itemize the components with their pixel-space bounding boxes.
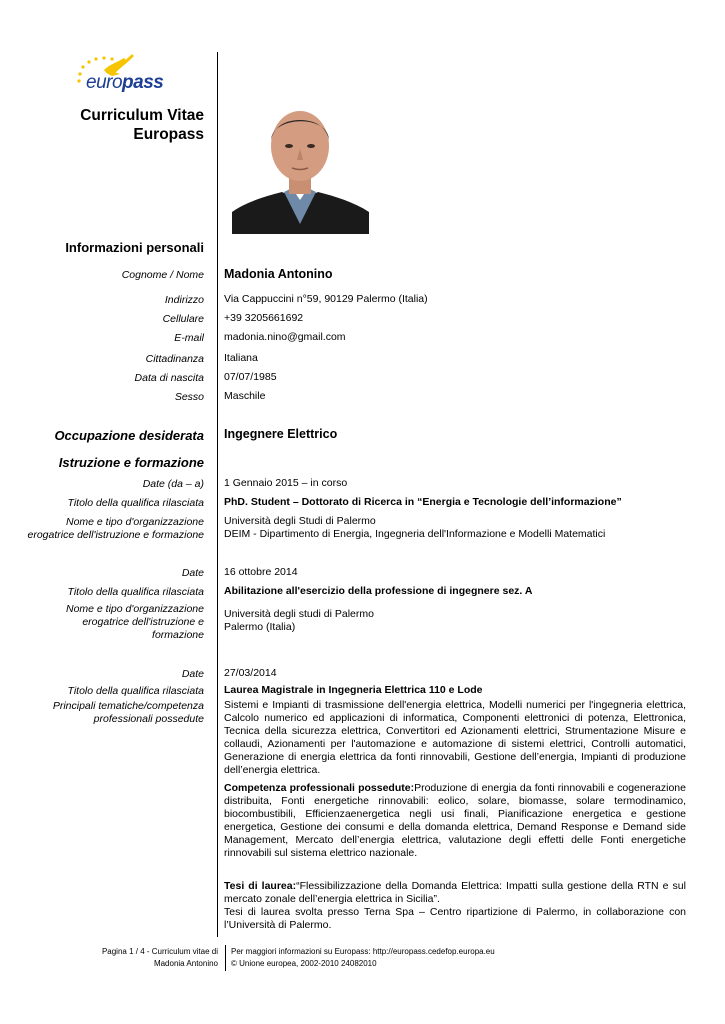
column-divider (217, 52, 218, 937)
email-label: E-mail (174, 332, 204, 344)
edu2-date-label: Date (181, 567, 204, 579)
occupation-value: Ingegnere Elettrico (224, 427, 338, 441)
europass-logo (74, 52, 164, 96)
edu3-date-value: 27/03/2014 (224, 667, 277, 679)
edu2-qual-value: Abilitazione all'esercizio della professione di ingegnere sez. A (224, 585, 533, 597)
section-personal-info: Informazioni personali (65, 240, 204, 255)
document-title: Curriculum Vitae Europass (80, 107, 204, 143)
address-label: Indirizzo (164, 294, 204, 306)
profile-photo (232, 104, 369, 234)
edu2-org-label: Nome e tipo d'organizzazione erogatrice dell'istruzione e formazione (65, 603, 204, 641)
edu2-org-value: Università degli studi di Palermo Palermo (Italia) (224, 608, 374, 633)
section-education: Istruzione e formazione (58, 455, 204, 470)
birth-label: Data di nascita (134, 372, 204, 384)
edu1-date-value: 1 Gennaio 2015 – in corso (224, 477, 348, 489)
competence-heading: Competenza professionali possedute: (224, 782, 415, 794)
competence-text: Produzione di energia da fonti rinnovabili e cogenerazione distribuita, Fonti energetiche rinnovabili: eolico, solare, biomasse, solare termodinamico, biocombustibili, Efficienzaenergetica negli usi finali, Pianificazione energetica e gestione energetica, Gestione dei consumi e della domanda elettrica, Demand Response e Demand side Management, Mercato dell’energia elettrica, valutazione degli effetti delle Fonti energetiche rinnovabili sul sistema elettrico nazionale. (224, 782, 686, 859)
edu1-qual-label: Titolo della qualifica rilasciata (67, 497, 204, 509)
footer-copyright: © Unione europea, 2002-2010 24082010 (231, 959, 377, 968)
edu3-subjects-text: Sistemi e Impianti di trasmissione dell'energia elettrica, Modelli numerici per l'ingegneria elettrica, Calcolo numerico ed applicazioni di informatica, Componenti elettronici di potenza, Elettronica, Tecnica della sicurezza elettrica, Convertitori ed Azionamenti elettrici, Strumentazione Misure e collaudi, Azionamenti per l'automazione e automazione di sistemi elettrici, Controlli automatici, Generazione di energia elettrica da fonti rinnovabili, Gestione dell’energia, Impianti di produzione dell’energia elettrica. (224, 699, 686, 776)
phone-label: Cellulare (162, 313, 204, 325)
footer-europass-info (231, 946, 611, 970)
address-value: Via Cappuccini n°59, 90129 Palermo (Italia) (224, 293, 428, 305)
occupation-label: Occupazione desiderata (54, 428, 204, 443)
name-value: Madonia Antonino (224, 267, 333, 281)
edu2-date-value: 16 ottobre 2014 (224, 566, 298, 578)
thesis-heading: Tesi di laurea: (224, 880, 297, 892)
europass-wordmark: europass (86, 72, 164, 93)
phone-value: +39 3205661692 (224, 312, 304, 324)
edu1-qual-value: PhD. Student – Dottorato di Ricerca in “Energia e Tecnologie dell’informazione” (224, 496, 622, 508)
sex-value: Maschile (224, 390, 266, 402)
name-label: Cognome / Nome (121, 269, 204, 281)
citizenship-value: Italiana (224, 352, 258, 364)
sex-label: Sesso (174, 391, 204, 403)
edu3-competence-paragraph (224, 782, 686, 860)
citizenship-label: Cittadinanza (145, 353, 204, 365)
edu1-date-label: Date (da – a) (142, 478, 204, 490)
edu2-qual-label: Titolo della qualifica rilasciata (67, 586, 204, 598)
edu3-thesis-paragraph (224, 880, 686, 932)
footer-page-info: Pagina 1 / 4 - Curriculum vitae di Madonia Antonino (101, 947, 218, 968)
footer-europass-link[interactable]: Per maggiori informazioni su Europass: http://europass.cedefop.europa.eu (231, 947, 495, 956)
edu3-date-label: Date (181, 668, 204, 680)
footer-divider (225, 945, 226, 971)
thesis-note: Tesi di laurea svolta presso Terna Spa – Centro ripartizione di Palermo, in collaborazione con l’Università di Palermo. (224, 906, 686, 931)
email-value[interactable]: madonia.nino@gmail.com (224, 331, 346, 343)
thesis-text: “Flessibilizzazione della Domanda Elettrica: Impatti sulla gestione della RTN e sul mercato zonale dell’energia elettrica in Sicilia”. (224, 880, 686, 905)
edu1-org-label: Nome e tipo d'organizzazione erogatrice dell'istruzione e formazione (27, 516, 204, 541)
birth-value: 07/07/1985 (224, 371, 277, 383)
edu1-org-value: Università degli Studi di Palermo DEIM - Dipartimento di Energia, Ingegneria dell'Informazione e Modelli Matematici (224, 515, 606, 540)
edu3-skills-label: Principali tematiche/competenza professionali possedute (52, 700, 204, 725)
edu3-qual-value: Laurea Magistrale in Ingegneria Elettrica 110 e Lode (224, 684, 483, 696)
edu3-qual-label: Titolo della qualifica rilasciata (67, 685, 204, 697)
